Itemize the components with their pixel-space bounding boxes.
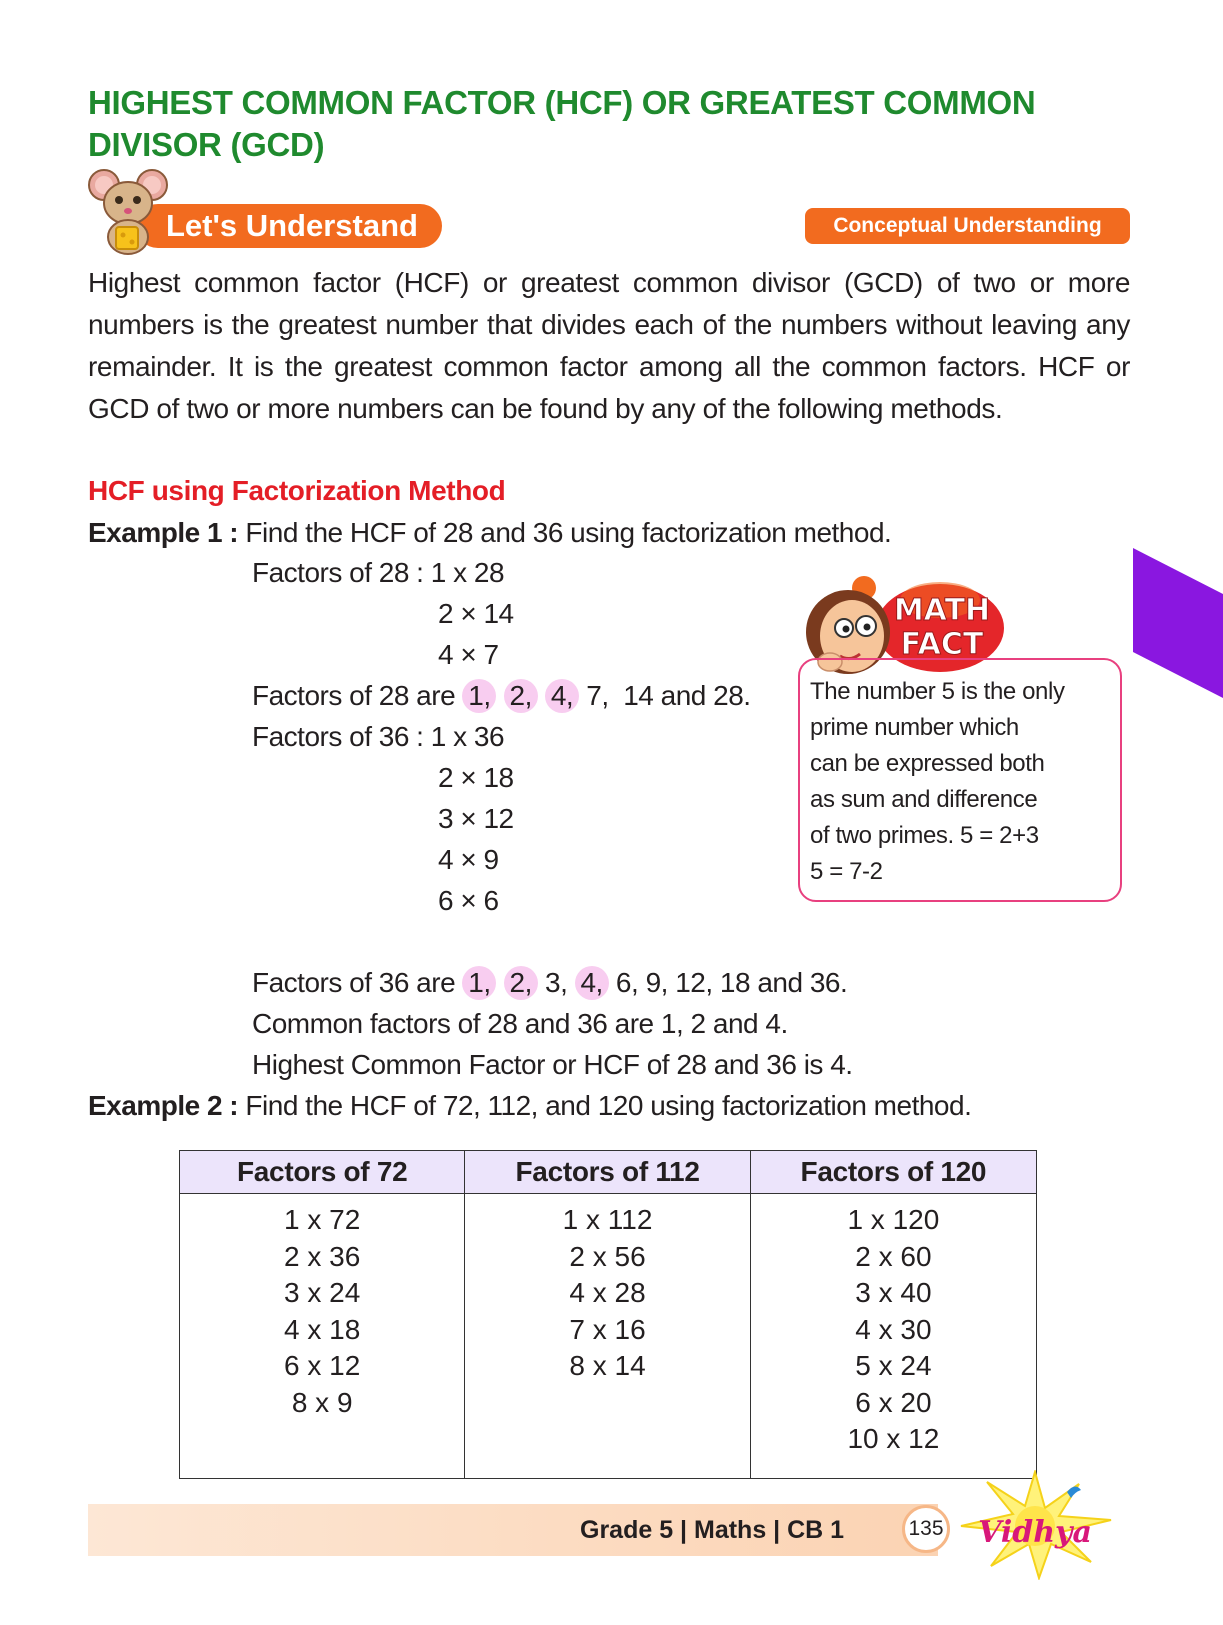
factor-pair: 4 × 7 <box>438 639 499 670</box>
factors-120-cell <box>750 1194 1036 1479</box>
factors-28-first <box>252 552 504 594</box>
math-fact-line: prime number which <box>810 714 1019 741</box>
example-2-text: Find the HCF of 72, 112, and 120 using factorization method. <box>245 1090 972 1121</box>
page-number: 135 <box>902 1505 950 1553</box>
example-2-statement <box>88 1085 971 1127</box>
factor-pair: 2 × 18 <box>438 762 514 793</box>
math-fact-line: of two primes. 5 = 2+3 <box>810 822 1039 849</box>
example-2-label: Example 2 : <box>88 1090 239 1121</box>
lets-understand-label: Let's Understand <box>166 208 418 243</box>
factor-value: 18 and 36. <box>719 967 848 998</box>
factors-28-are-label: Factors of 28 are <box>252 680 456 711</box>
math-fact-line: The number 5 is the only <box>810 678 1065 705</box>
factor-value: 3, <box>545 967 568 998</box>
math-fact-line: can be expressed both <box>810 750 1045 777</box>
chapter-side-tab <box>1133 548 1223 698</box>
factor-pair: 6 x 20 <box>855 1386 932 1418</box>
column-header: Factors of 120 <box>750 1151 1036 1194</box>
factor-pair: 5 x 24 <box>855 1350 932 1381</box>
factor-value: 12, <box>675 967 713 998</box>
factor-pair: 1 x 36 <box>430 721 505 752</box>
page-title <box>88 82 1088 166</box>
factor-pair: 3 x 40 <box>855 1277 932 1308</box>
hcf-result-line: Highest Common Factor or HCF of 28 and 36 is 4. <box>252 1049 853 1080</box>
highlighted-factor: 2, <box>504 966 538 1000</box>
factor-value: 14 and 28. <box>623 680 751 711</box>
highlighted-factor: 1, <box>462 679 496 713</box>
factors-36-label: Factors of 36 : <box>252 721 431 752</box>
factor-pair: 6 × 6 <box>438 885 499 916</box>
page-title-line-1: HIGHEST COMMON FACTOR (HCF) OR GREATEST COMMON <box>88 84 1036 121</box>
factor-pair: 8 x 9 <box>291 1386 353 1418</box>
factors-28-list <box>252 675 751 717</box>
math-fact-head-line-1: MATH <box>893 593 991 628</box>
table-row <box>180 1194 1037 1479</box>
highlighted-factor: 4, <box>575 966 609 1000</box>
math-fact-text <box>810 674 1110 890</box>
example-1-statement <box>88 512 891 554</box>
method-heading: HCF using Factorization Method <box>88 475 506 506</box>
factors-112-cell <box>465 1194 750 1479</box>
factor-pair: 6 x 12 <box>284 1350 361 1381</box>
factor-pair: 8 x 14 <box>569 1350 646 1381</box>
factor-pair: 1 x 120 <box>847 1204 940 1235</box>
factors-table <box>179 1150 1037 1479</box>
factor-pair: 4 x 28 <box>569 1277 646 1308</box>
example-1-label: Example 1 : <box>88 517 239 548</box>
factors-36-list <box>252 962 847 1004</box>
page-title-line-2: DIVISOR (GCD) <box>88 126 325 163</box>
vidhya-logo-icon <box>955 1470 1115 1580</box>
math-fact-line: 5 = 7-2 <box>810 858 883 885</box>
mouse-mascot-icon <box>88 165 170 257</box>
factor-pair: 1 x 112 <box>562 1204 653 1235</box>
highlighted-factor: 1, <box>462 966 496 1000</box>
factor-pair: 2 x 56 <box>569 1240 646 1272</box>
factor-value: 9, <box>645 967 668 998</box>
math-fact-head-line-2: FACT <box>900 627 984 662</box>
conceptual-understanding-badge: Conceptual Understanding <box>805 208 1130 244</box>
factor-pair: 3 x 24 <box>284 1277 361 1308</box>
factors-36-first <box>252 716 504 758</box>
factor-pair: 10 x 12 <box>847 1423 940 1454</box>
example-1-text: Find the HCF of 28 and 36 using factorization method. <box>245 517 892 548</box>
highlighted-factor: 4, <box>545 679 579 713</box>
factor-pair: 7 x 16 <box>569 1313 646 1345</box>
column-header: Factors of 112 <box>465 1151 750 1194</box>
factor-pair: 2 x 36 <box>284 1240 361 1272</box>
factor-value: 7, <box>586 680 609 711</box>
factor-pair: 3 × 12 <box>438 803 514 834</box>
highlighted-factor: 2, <box>504 679 538 713</box>
intro-paragraph: Highest common factor (HCF) or greatest common divisor (GCD) of two or more numbers is the greatest number that divides each of the numbers without leaving any remainder. It is the greatest common factor among all the common factors. HCF or GCD of two or more numbers can be found by any of the following methods. <box>88 267 1130 424</box>
factors-28-label: Factors of 28 : <box>252 557 431 588</box>
factors-72-cell <box>180 1194 465 1479</box>
factor-pair: 2 × 14 <box>438 598 514 629</box>
factor-pair: 1 x 28 <box>430 557 505 588</box>
factor-pair: 4 x 18 <box>284 1313 361 1345</box>
factors-36-are-label: Factors of 36 are <box>252 967 456 998</box>
factor-pair: 4 × 9 <box>438 844 499 875</box>
factor-pair: 4 x 30 <box>855 1313 932 1345</box>
footer-text: Grade 5 | Maths | CB 1 <box>580 1516 845 1544</box>
factor-value: 6, <box>615 967 639 998</box>
math-fact-line: as sum and difference <box>810 786 1038 813</box>
factor-pair: 1 x 72 <box>284 1204 361 1235</box>
logo-text: Vidhya <box>978 1515 1092 1550</box>
factor-pair: 2 x 60 <box>855 1240 932 1272</box>
common-factors-line: Common factors of 28 and 36 are 1, 2 and 4. <box>252 1008 788 1039</box>
table-header-row <box>180 1151 1037 1194</box>
column-header: Factors of 72 <box>180 1151 465 1194</box>
